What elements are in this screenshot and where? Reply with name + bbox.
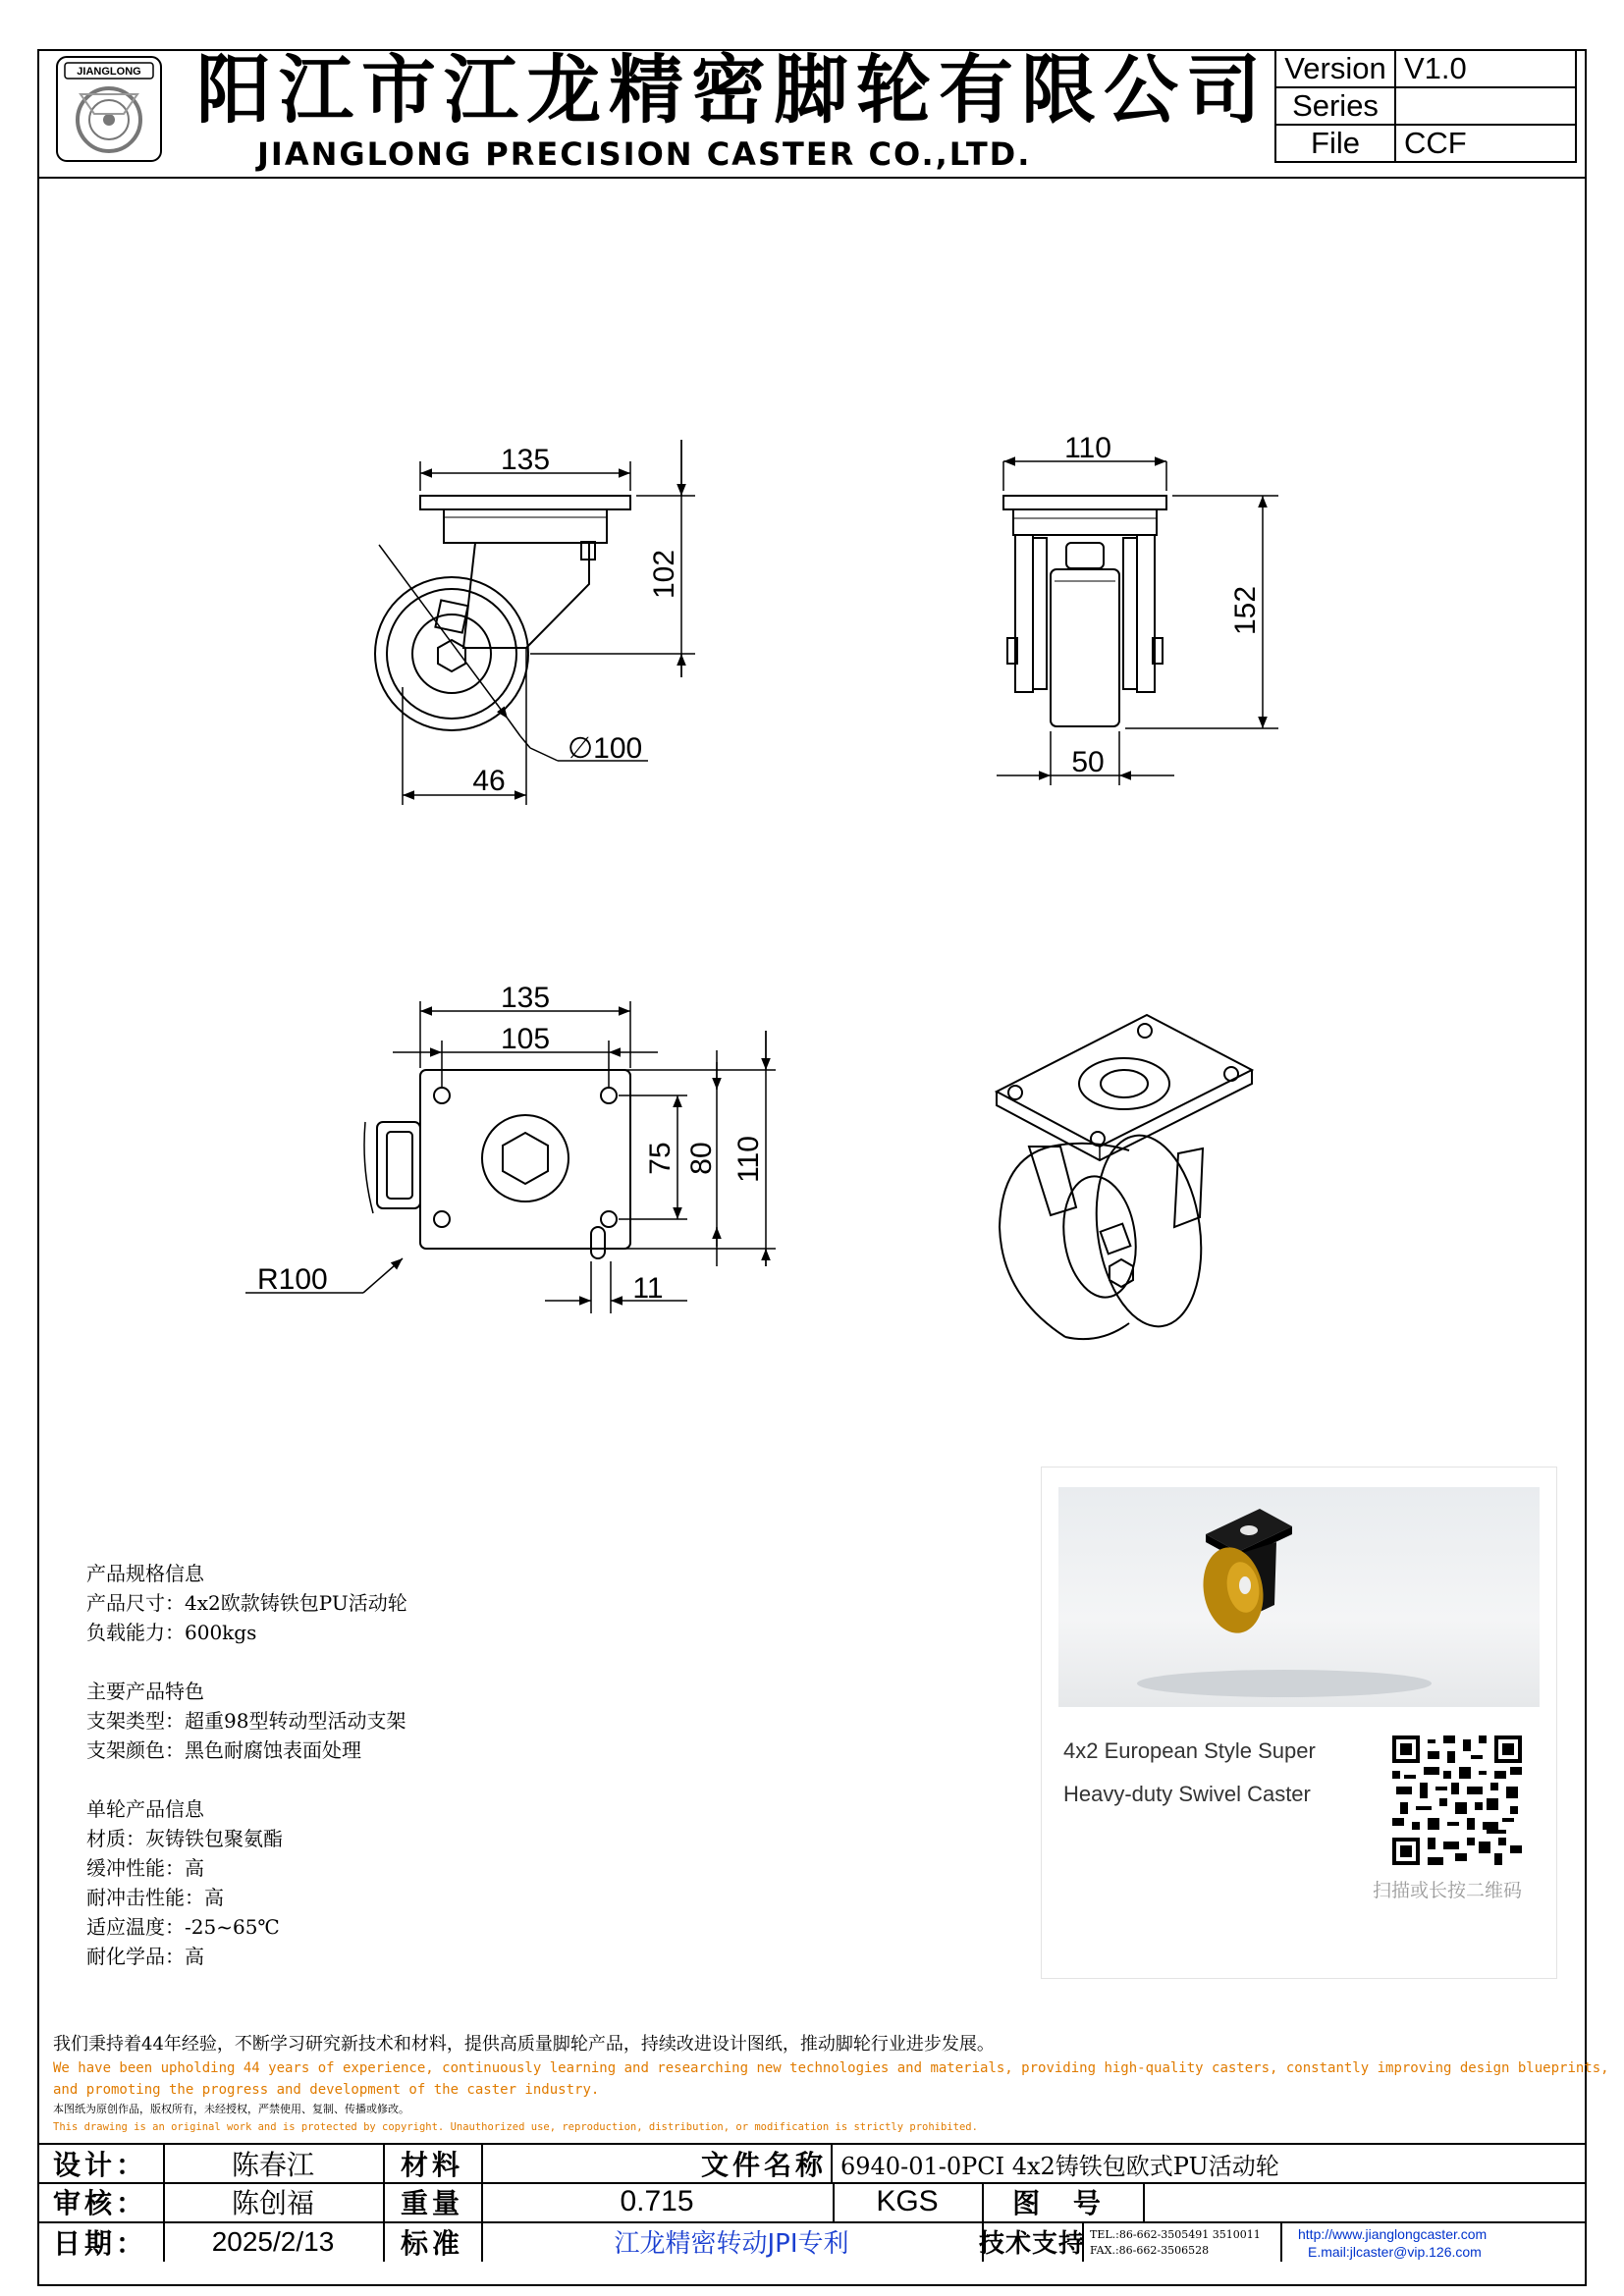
- review-value: 陈创福: [231, 2187, 314, 2219]
- declaration-cn: 我们秉持着44年经验，不断学习研究新技术和材料，提供高质量脚轮产品，持续改进设计图纸，推动脚轮行业进步发展。: [53, 2034, 995, 2055]
- email-link[interactable]: E.mail:jlcaster@vip.126.com: [1308, 2244, 1482, 2260]
- spec-line: 支架颜色：黑色耐腐蚀表面处理: [86, 1738, 361, 1762]
- spec-line: 产品尺寸：4x2欧款铸铁包PU活动轮: [86, 1591, 407, 1615]
- spec-group-title: 主要产品特色: [86, 1680, 204, 1703]
- caster-render-icon: [1058, 1487, 1540, 1707]
- material-label: 材料: [400, 2149, 463, 2181]
- isometric-view: [997, 1015, 1252, 1339]
- front-view: [997, 432, 1278, 785]
- top-plate-length-label: 110: [732, 1136, 765, 1183]
- product-caption: [1063, 1730, 1316, 1816]
- spec-group-title: 产品规格信息: [86, 1562, 204, 1585]
- top-view: [245, 982, 776, 1313]
- material-value: [481, 2145, 697, 2182]
- top-hole-spacing-y-label: 75: [644, 1142, 677, 1175]
- side-height-label: 102: [648, 549, 680, 600]
- side-view: [375, 440, 695, 805]
- side-width-label: 135: [500, 444, 551, 476]
- filename-label: 文件名称: [700, 2149, 827, 2181]
- spec-line: 耐化学品：高: [86, 1945, 204, 1968]
- drawing-number-value: [1143, 2182, 1587, 2221]
- drawing-number-label: 图 号: [1012, 2187, 1112, 2219]
- front-height-label: 152: [1229, 585, 1262, 636]
- standard-value: 江龙精密转动JPI专利: [614, 2229, 849, 2259]
- tech-support-label: 技术支持: [979, 2229, 1086, 2259]
- weight-label: 重量: [400, 2187, 463, 2219]
- company-name-en: JIANGLONG PRECISION CASTER CO.,LTD.: [257, 135, 1032, 173]
- spec-line: 支架类型：超重98型转动型活动支架: [86, 1709, 406, 1733]
- design-value: 陈春江: [231, 2149, 314, 2181]
- design-label: 设计：: [52, 2149, 147, 2181]
- side-offset-label: 46: [472, 765, 506, 797]
- weight-unit: KGS: [876, 2185, 939, 2217]
- product-specs: [86, 1559, 407, 1971]
- title-block: [37, 2143, 1587, 2262]
- copyright-cn: 本图纸为原创作品，版权所有，未经授权，严禁使用、复制、传播或修改。: [53, 2103, 409, 2115]
- top-slot-label: 11: [632, 1272, 664, 1305]
- website-link[interactable]: http://www.jianglongcaster.com: [1298, 2226, 1488, 2242]
- side-wheel-diameter-label: ∅100: [568, 732, 643, 765]
- qr-caption: 扫描或长按二维码: [1373, 1880, 1523, 1901]
- qr-code-icon[interactable]: [1392, 1735, 1522, 1865]
- date-label: 日期：: [52, 2226, 147, 2260]
- product-caption-line: 4x2 European Style Super: [1063, 1738, 1316, 1763]
- company-name-cn: 阳江市江龙精密脚轮有限公司: [196, 46, 1269, 133]
- file-key: File: [1275, 125, 1395, 162]
- top-plate-width-label: 135: [500, 982, 551, 1014]
- file-value: CCF: [1395, 125, 1576, 162]
- spec-group-title: 单轮产品信息: [86, 1797, 204, 1821]
- top-slot-outer-label: 80: [685, 1142, 718, 1175]
- front-wheel-width-label: 50: [1071, 746, 1105, 778]
- front-width-label: 110: [1064, 432, 1111, 464]
- top-swivel-radius-label: R100: [257, 1263, 328, 1296]
- date-value: 2025/2/13: [211, 2225, 335, 2257]
- spec-line: 适应温度：-25~65℃: [86, 1915, 280, 1939]
- tel-text: TEL.:86-662-3505491 3510011: [1090, 2228, 1261, 2241]
- spec-line: 负载能力：600kgs: [86, 1621, 257, 1644]
- spec-line: 缓冲性能：高: [86, 1856, 204, 1880]
- version-key: Version: [1275, 50, 1395, 87]
- version-value: V1.0: [1395, 50, 1576, 87]
- spec-line: 耐冲击性能：高: [86, 1886, 224, 1909]
- spec-line: 材质：灰铸铁包聚氨酯: [86, 1827, 283, 1850]
- copyright-en: This drawing is an original work and is protected by copyright. Unauthorized use, reproduction, distribution, or modification is strictly prohibited.: [53, 2121, 978, 2133]
- series-key: Series: [1275, 87, 1395, 125]
- declaration: [53, 2032, 1609, 2136]
- filename-value: 6940-01-0PCI 4x2铸铁包欧式PU活动轮: [840, 2152, 1279, 2180]
- declaration-en-line: We have been upholding 44 years of experience, continuously learning and researching new technologies and materials, providing high-quality casters, constantly improving design blueprints,: [53, 2060, 1609, 2076]
- product-caption-line: Heavy-duty Swivel Caster: [1063, 1782, 1311, 1806]
- standard-label: 标准: [400, 2226, 463, 2260]
- weight-value: 0.715: [620, 2185, 694, 2217]
- logo-text: JIANGLONG: [77, 66, 141, 78]
- declaration-en-line: and promoting the progress and development of the caster industry.: [53, 2082, 600, 2098]
- top-hole-spacing-x-label: 105: [500, 1023, 551, 1055]
- product-photo: [1058, 1487, 1540, 1707]
- review-label: 审核：: [52, 2187, 147, 2219]
- fax-text: FAX.:86-662-3506528: [1090, 2244, 1210, 2257]
